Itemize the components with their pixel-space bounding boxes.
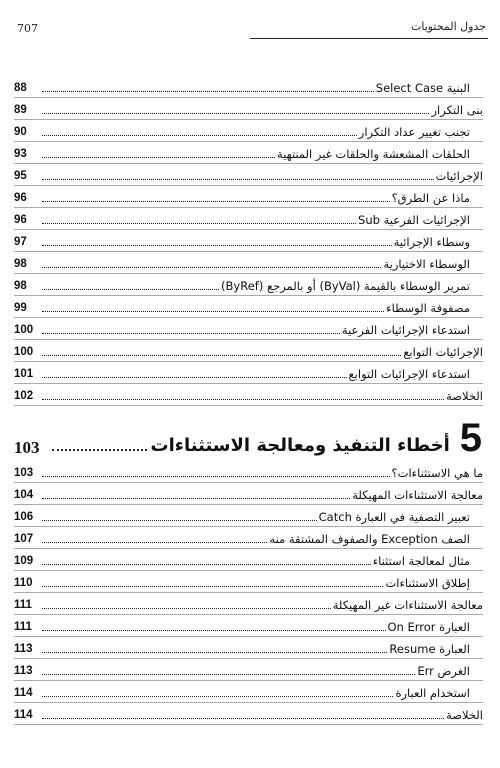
dot-leader <box>42 91 374 92</box>
toc-entry <box>14 657 483 679</box>
toc-entry <box>14 525 483 547</box>
toc-entry-title: ما هي الاستثناءات؟ <box>391 466 483 480</box>
toc-entry <box>14 294 483 316</box>
dot-leader <box>42 608 331 609</box>
toc-entry-title: الإجرائيات التوابع <box>403 345 483 359</box>
toc-page-number: 103 <box>14 467 34 479</box>
dot-leader <box>42 245 392 246</box>
dot-leader <box>42 498 350 499</box>
toc-entry-title: إطلاق الاستثناءات <box>385 576 470 590</box>
running-title: جدول المحتويات <box>410 20 486 33</box>
dot-leader <box>42 157 275 158</box>
dot-leader <box>42 399 444 400</box>
toc-page-number: 113 <box>14 643 33 655</box>
toc-entry-title: تعبير التصفية في العبارة Catch <box>318 510 470 524</box>
toc-page-number: 100 <box>14 346 34 358</box>
toc-entry-title: استدعاء الإجرائيات التوابع <box>348 367 470 381</box>
dot-leader <box>42 564 371 565</box>
toc-entry-title: الإجرائيات <box>435 169 483 183</box>
toc-page-number: 98 <box>14 280 27 292</box>
toc-entry <box>14 206 483 228</box>
toc-entry-title: بنى التكرار <box>431 103 483 117</box>
dot-leader <box>42 630 386 631</box>
toc-entry <box>14 591 483 613</box>
dot-leader <box>42 113 429 114</box>
page-number: 707 <box>17 22 38 35</box>
toc-entry <box>14 162 483 184</box>
toc-entry-title: الخلاصة <box>446 389 483 403</box>
dot-leader <box>42 311 384 312</box>
dot-leader <box>42 586 383 587</box>
toc-entry-title: استخدام العبارة <box>395 686 470 700</box>
toc-page-number: 88 <box>14 82 27 94</box>
toc-entry <box>14 338 483 360</box>
toc-entry <box>14 635 483 657</box>
toc-entry-title: وسطاء الإجرائية <box>393 235 470 249</box>
toc-page-number: 114 <box>14 687 33 699</box>
toc-entry <box>14 272 483 294</box>
header-rule <box>250 38 488 39</box>
toc-page-number: 102 <box>14 390 34 402</box>
row-rule <box>14 724 483 725</box>
toc-entry-title: استدعاء الإجرائيات الفرعية <box>341 323 470 337</box>
toc-page-number: 104 <box>14 489 34 501</box>
dot-leader <box>42 355 401 356</box>
toc-entry <box>14 569 483 591</box>
toc-entry <box>14 701 483 723</box>
dot-leader <box>42 674 415 675</box>
toc-entry <box>14 382 483 404</box>
chapter-number: 5 <box>459 416 482 460</box>
toc-entry <box>14 140 483 162</box>
toc-entry-title: ماذا عن الطرق؟ <box>391 191 470 205</box>
chapter-page-number: 103 <box>14 438 40 457</box>
dot-leader <box>42 542 267 543</box>
toc-entry <box>14 459 483 481</box>
toc-entry-title: الإجرائيات الفرعية Sub <box>358 213 470 227</box>
toc-page-number: 89 <box>14 104 27 116</box>
toc-page-number: 101 <box>14 368 34 380</box>
toc-section-2 <box>14 459 483 723</box>
toc-entry-title: معالجة الاستثناءات المهيكلة <box>352 488 483 502</box>
toc-entry-title: تجنب تغيير عداد التكرار <box>358 125 470 139</box>
toc-entry-title: الصف Exception والصفوف المشتقة منه <box>269 532 470 546</box>
dot-leader <box>42 377 347 378</box>
toc-page-number: 100 <box>14 324 34 336</box>
toc-page-number: 111 <box>14 621 32 633</box>
toc-entry-title: الغرض Err <box>417 664 470 678</box>
dot-leader <box>42 476 390 477</box>
toc-entry <box>14 613 483 635</box>
toc-entry-title: العبارة Resume <box>389 642 470 656</box>
toc-entry <box>14 503 483 525</box>
dot-leader <box>42 652 387 653</box>
toc-entry <box>14 481 483 503</box>
toc-entry-title: الوسطاء الاختيارية <box>383 257 470 271</box>
toc-page-number: 110 <box>14 577 33 589</box>
row-rule <box>14 405 483 406</box>
toc-entry <box>14 184 483 206</box>
dot-leader <box>42 333 340 334</box>
toc-section-1 <box>14 74 483 404</box>
toc-entry-title: البنية Select Case <box>375 81 470 95</box>
toc-page-number: 96 <box>14 192 27 204</box>
dot-leader <box>42 520 317 521</box>
toc-entry <box>14 679 483 701</box>
toc-page-number: 111 <box>14 599 32 611</box>
toc-page-number: 106 <box>14 511 34 523</box>
toc-entry <box>14 547 483 569</box>
toc-page-number: 113 <box>14 665 33 677</box>
toc-entry-title: معالجة الاستثناءات غير المهيكلة <box>332 598 483 612</box>
dot-leader <box>42 289 219 290</box>
dot-leader <box>42 179 434 180</box>
toc-page-number: 107 <box>14 533 34 545</box>
toc-entry-title: مثال لمعالجة استثناء <box>372 554 470 568</box>
toc-entry <box>14 118 483 140</box>
toc-entry <box>14 316 483 338</box>
toc-page-number: 99 <box>14 302 27 314</box>
chapter-heading <box>14 418 482 458</box>
toc-entry-title: الحلقات المشعشة والحلقات غير المنتهية <box>277 147 470 161</box>
dot-leader <box>42 223 356 224</box>
toc-entry-title: تمرير الوسطاء بالقيمة (ByVal) أو بالمرجع (ByRef) <box>221 279 470 293</box>
toc-entry <box>14 250 483 272</box>
toc-page-number: 97 <box>14 236 27 248</box>
toc-entry <box>14 74 483 96</box>
toc-page-number: 109 <box>14 555 34 567</box>
toc-page-number: 98 <box>14 258 27 270</box>
toc-page-number: 114 <box>14 709 33 721</box>
dot-leader <box>42 201 390 202</box>
toc-entry-title: العبارة On Error <box>387 620 470 634</box>
chapter-dot-leader <box>52 449 147 451</box>
toc-page-number: 96 <box>14 214 27 226</box>
dot-leader <box>42 135 357 136</box>
chapter-title: أخطاء التنفيذ ومعالجة الاستثناءات <box>150 435 450 456</box>
dot-leader <box>42 718 444 719</box>
toc-entry <box>14 360 483 382</box>
toc-entry <box>14 96 483 118</box>
toc-page-number: 93 <box>14 148 27 160</box>
dot-leader <box>42 267 381 268</box>
toc-entry-title: الخلاصة <box>446 708 483 722</box>
toc-page-number: 95 <box>14 170 27 182</box>
toc-page-number: 90 <box>14 126 27 138</box>
dot-leader <box>42 696 393 697</box>
toc-entry <box>14 228 483 250</box>
toc-entry-title: مصفوفة الوسطاء <box>386 301 470 315</box>
